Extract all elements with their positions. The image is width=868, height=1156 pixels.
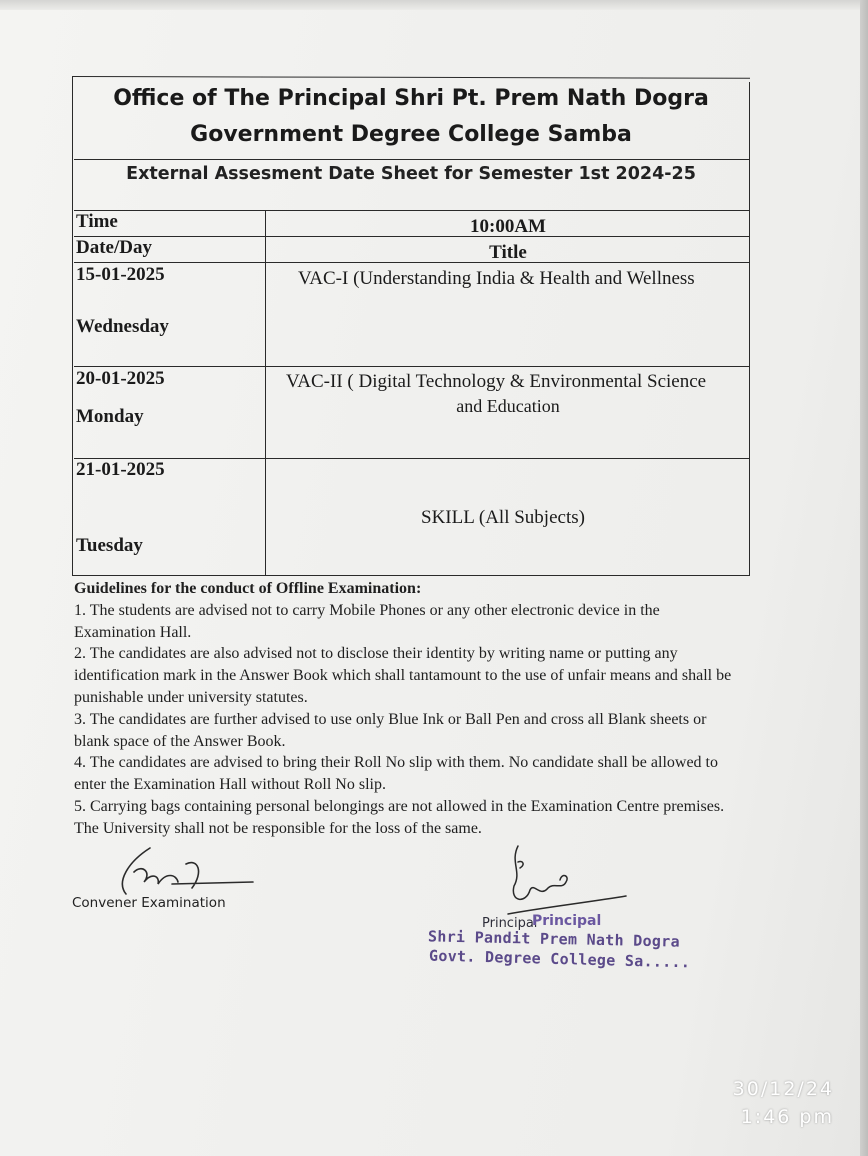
row3-title: SKILL (All Subjects) (421, 507, 585, 528)
paper-top-edge (0, 0, 868, 10)
column-divider (265, 210, 266, 576)
table-border-left (72, 76, 73, 576)
date-sheet-table (72, 76, 750, 576)
guideline-item: 3. The candidates are further advised to use only Blue Ink or Ball Pen and cross all Blank sheets or blank space of the Answer Book. (74, 710, 707, 750)
date-day-label: Date/Day (76, 237, 152, 258)
principal-label: Principal (482, 916, 538, 931)
subtitle-divider (74, 210, 750, 211)
photo-timestamp-date: 30/12/24 (732, 1078, 834, 1100)
row3-date: 21-01-2025 (76, 459, 165, 480)
table-border-top (72, 76, 750, 79)
stamp-line-1: Shri Pandit Prem Nath Dogra (427, 927, 681, 951)
college-name: Government Degree College Samba (190, 122, 632, 147)
row2-date: 20-01-2025 (76, 368, 165, 389)
convener-label: Convener Examination (72, 895, 226, 911)
photo-timestamp-time: 1:46 pm (740, 1106, 834, 1128)
college-office-title: Office of The Principal Shri Pt. Prem Nath Dogra (113, 86, 709, 111)
exam-guidelines (74, 578, 740, 840)
guideline-item: 2. The candidates are also advised not to disclose their identity by writing name or putting any identification mark in the Answer Book which shall tantamount to the use of unfair means and shall be punishable under university statutes. (74, 645, 732, 706)
principal-signature (500, 842, 630, 922)
time-label: Time (76, 211, 118, 232)
row3-day: Tuesday (76, 535, 143, 556)
guidelines-title: Guidelines for the conduct of Offline Examination: (74, 580, 422, 597)
paper-right-edge (860, 0, 868, 1156)
stamp-line-2: Govt. Degree College Sa..... (428, 946, 691, 972)
row-divider-2 (74, 458, 750, 459)
title-header: Title (489, 242, 527, 263)
guideline-item: 5. Carrying bags containing personal belongings are not allowed in the Examination Centre premises. The University shall not be responsible for the loss of the same. (74, 797, 725, 837)
row2-title-continued: and Education (456, 396, 560, 416)
table-border-bottom (72, 575, 750, 576)
row2-day: Monday (76, 406, 144, 427)
stamp-title: Principal (532, 913, 602, 929)
row1-date: 15-01-2025 (76, 264, 165, 285)
guideline-item: 4. The candidates are advised to bring their Roll No slip with them. No candidate shall be allowed to enter the Examination Hall without Roll No slip. (74, 754, 718, 794)
guideline-item: 1. The students are advised not to carry Mobile Phones or any other electronic device in the Examination Hall. (74, 601, 660, 641)
table-border-right (749, 82, 750, 576)
row2-title: VAC-II ( Digital Technology & Environmental Science (286, 371, 707, 392)
exam-time: 10:00AM (470, 216, 546, 237)
convener-signature (108, 842, 258, 902)
date-sheet-subtitle: External Assesment Date Sheet for Semester 1st 2024-25 (126, 164, 696, 184)
header-divider (74, 159, 750, 160)
row1-title: VAC-I (Understanding India & Health and Wellness (298, 268, 695, 289)
row1-day: Wednesday (76, 316, 169, 337)
row-divider-1 (74, 366, 750, 367)
